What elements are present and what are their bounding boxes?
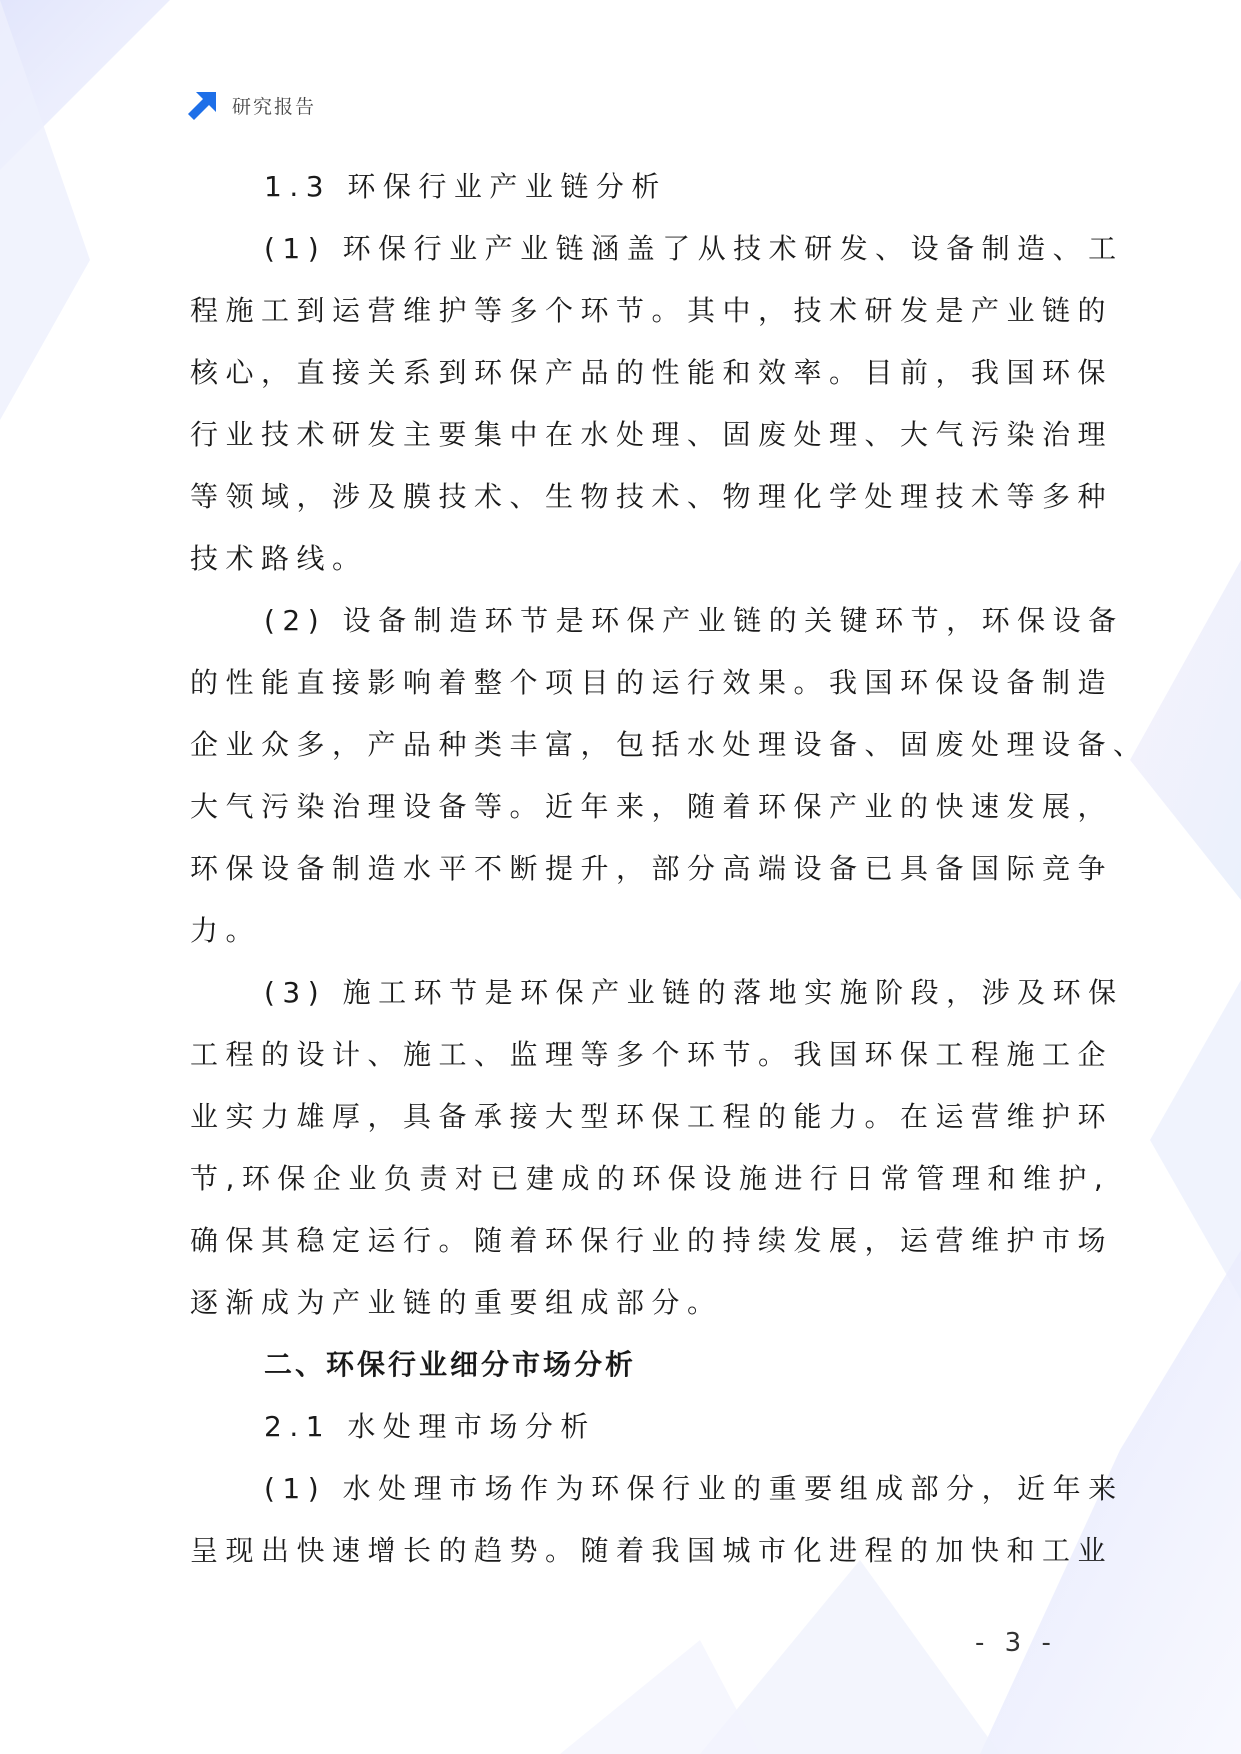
subsection-heading: 2.1 水处理市场分析 bbox=[264, 1410, 596, 1443]
section-heading: 二、环保行业细分市场分析 bbox=[264, 1348, 637, 1381]
text-line: 程施工到运营维护等多个环节。其中，技术研发是产业链的 bbox=[190, 294, 1114, 327]
text-line: 的性能直接影响着整个项目的运行效果。我国环保设备制造 bbox=[190, 666, 1114, 699]
text-line: 核心，直接关系到环保产品的性能和效率。目前，我国环保 bbox=[190, 356, 1114, 389]
text-line: (3) 施工环节是环保产业链的落地实施阶段，涉及环保 bbox=[264, 976, 1124, 1009]
subsection-heading: 1.3 环保行业产业链分析 bbox=[264, 170, 667, 203]
text-line: 行业技术研发主要集中在水处理、固废处理、大气污染治理 bbox=[190, 418, 1114, 451]
page-number: - 3 - bbox=[975, 1628, 1057, 1658]
text-line: 工程的设计、施工、监理等多个环节。我国环保工程施工企 bbox=[190, 1038, 1114, 1071]
page-header bbox=[186, 88, 316, 122]
text-line: 等领域，涉及膜技术、生物技术、物理化学处理技术等多种 bbox=[190, 480, 1114, 513]
body-text bbox=[190, 156, 1149, 1582]
text-line: 呈现出快速增长的趋势。随着我国城市化进程的加快和工业 bbox=[190, 1534, 1114, 1567]
arrow-up-right-icon bbox=[186, 88, 220, 122]
text-line: 业实力雄厚，具备承接大型环保工程的能力。在运营维护环 bbox=[190, 1100, 1114, 1133]
text-line: 技术路线。 bbox=[190, 542, 368, 575]
text-line: (1) 环保行业产业链涵盖了从技术研发、设备制造、工 bbox=[264, 232, 1124, 265]
text-line: 企业众多，产品种类丰富，包括水处理设备、固废处理设备、 bbox=[190, 728, 1149, 761]
text-line: (2) 设备制造环节是环保产业链的关键环节，环保设备 bbox=[264, 604, 1124, 637]
text-line: 节,环保企业负责对已建成的环保设施进行日常管理和维护, bbox=[190, 1162, 1111, 1195]
text-line: (1) 水处理市场作为环保行业的重要组成部分，近年来 bbox=[264, 1472, 1124, 1505]
text-line: 逐渐成为产业链的重要组成部分。 bbox=[190, 1286, 723, 1319]
text-line: 环保设备制造水平不断提升，部分高端设备已具备国际竞争 bbox=[190, 852, 1114, 885]
header-label: 研究报告 bbox=[232, 95, 317, 118]
text-line: 力。 bbox=[190, 914, 262, 947]
text-line: 大气污染治理设备等。近年来，随着环保产业的快速发展， bbox=[190, 790, 1114, 823]
text-line: 确保其稳定运行。随着环保行业的持续发展，运营维护市场 bbox=[190, 1224, 1114, 1257]
